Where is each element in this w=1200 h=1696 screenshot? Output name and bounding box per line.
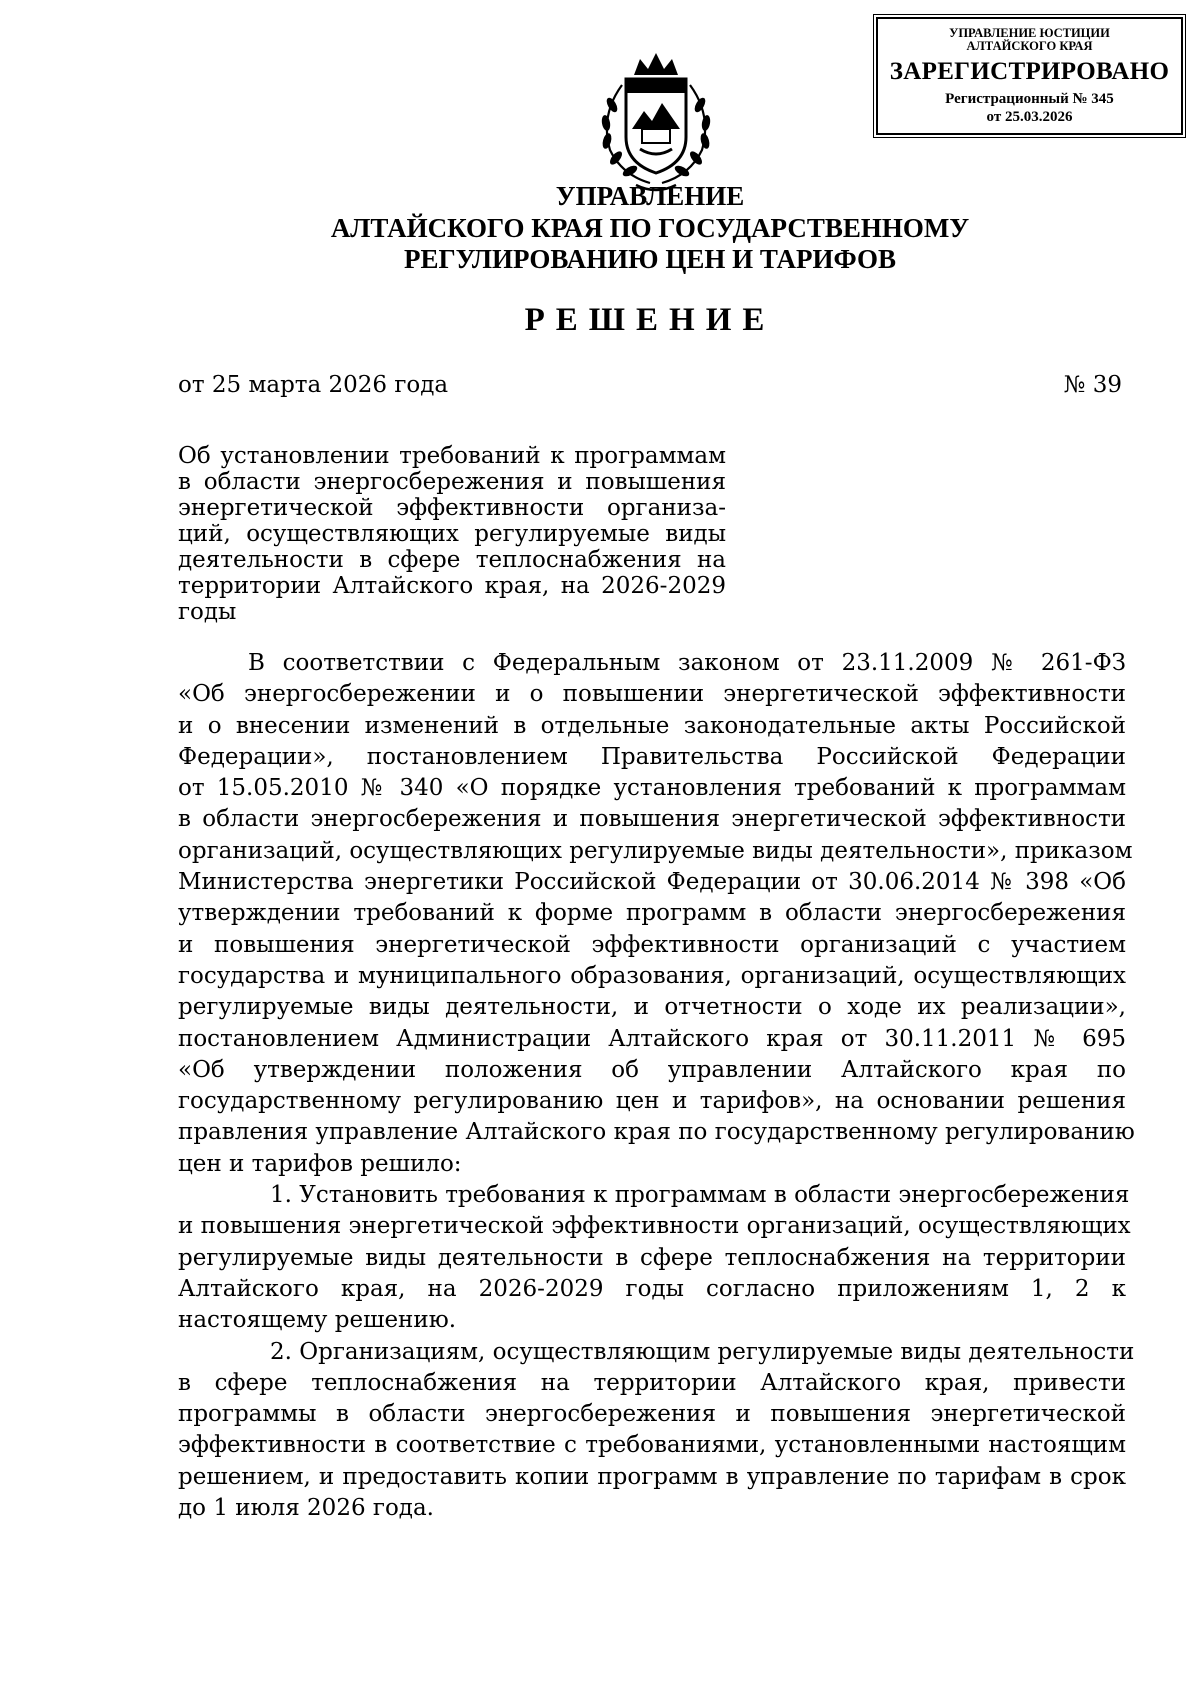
subject-line: деятельности в сфере теплоснабжения на [178,547,726,573]
body-line: организаций, осуществляющих регулируемые виды деятельности», приказом [178,837,1133,864]
body-line: государственному регулированию цен и тарифов», на основании решения [178,1088,1126,1115]
body-line: правления управление Алтайского края по государственному регулированию [178,1119,1135,1146]
body-line: и повышения энергетической эффективности организаций с участием [178,931,1126,958]
document-type-title: РЕШЕНИЕ [524,302,776,338]
org-name-line1: УПРАВЛЕНИЕ [555,181,745,211]
body-line: и о внесении изменений в отдельные законодательные акты Российской [178,712,1126,739]
coat-of-arms-icon [592,45,720,195]
stamp-reg-date: от 25.03.2026 [986,109,1073,125]
stamp-authority-line1: УПРАВЛЕНИЕ ЮСТИЦИИ [949,26,1110,40]
stamp-status: ЗАРЕГИСТРИРОВАНО [889,58,1170,85]
body-line: утверждении требований к форме программ в области энергосбережения [178,900,1126,927]
body-line: настоящему решению. [178,1307,457,1334]
body-line: и повышения энергетической эффективности организаций, осуществляющих [178,1213,1131,1240]
body-line: регулируемые виды деятельности, и отчетности о ходе их реализации», [178,994,1126,1021]
body-line: «Об энергосбережении и о повышении энергетической эффективности [178,681,1126,708]
item-1-paragraph [178,1180,1131,1336]
body-line: Алтайского края, на 2026-2029 годы согласно приложениям 1, 2 к [178,1275,1126,1302]
subject-line: ций, осуществляющих регулируемые виды [178,521,726,547]
body-line: 2. Организациям, осуществляющим регулируемые виды деятельности [270,1338,1135,1365]
body-line: в области энергосбережения и повышения энергетической эффективности [178,806,1126,833]
body-line: 1. Установить требования к программам в области энергосбережения [270,1182,1130,1209]
body-line: «Об утверждении положения об управлении Алтайского края по [178,1056,1126,1083]
document-number: № 39 [1063,372,1122,398]
org-name-line2: АЛТАЙСКОГО КРАЯ ПО ГОСУДАРСТВЕННОМУ [330,213,970,243]
body-line: Федерации», постановлением Правительства Российской Федерации [178,743,1126,770]
subject-line: Об установлении требований к программам [178,443,726,469]
stamp-authority-line2: АЛТАЙСКОГО КРАЯ [966,39,1093,53]
org-name-line3: РЕГУЛИРОВАНИЮ ЦЕН И ТАРИФОВ [403,244,897,274]
document-body [178,648,1135,1524]
preamble-paragraph [178,648,1135,1180]
registration-stamp [876,17,1183,135]
subject-line: в области энергосбережения и повышения [178,469,726,495]
body-line: до 1 июля 2026 года. [178,1495,434,1522]
body-line: эффективности в соответствие с требованиями, установленными настоящим [178,1432,1126,1459]
body-line: государства и муниципального образования, организаций, осуществляющих [178,962,1126,989]
body-line: решением, и предоставить копии программ в управление по тарифам в срок [178,1463,1126,1490]
item-2-paragraph [178,1337,1135,1525]
subject-line: годы [178,599,237,625]
body-line: от 15.05.2010 № 340 «О порядке установления требований к программам [178,775,1126,802]
stamp-reg-number: Регистрационный № 345 [945,91,1114,107]
body-line: регулируемые виды деятельности в сфере теплоснабжения на территории [178,1244,1126,1271]
body-line: постановлением Администрации Алтайского края от 30.11.2011 № 695 [178,1025,1126,1052]
body-line: программы в области энергосбережения и повышения энергетической [178,1401,1126,1428]
subject-line: энергетической эффективности организа- [178,495,726,521]
body-line: в сфере теплоснабжения на территории Алтайского края, привести [178,1369,1126,1396]
subject-line: территории Алтайского края, на 2026-2029 [178,573,726,599]
body-line: В соответствии с Федеральным законом от 23.11.2009 № 261-ФЗ [248,650,1126,676]
body-line: цен и тарифов решило: [178,1150,462,1177]
document-subject [178,443,726,625]
document-date: от 25 марта 2026 года [178,372,449,398]
body-line: Министерства энергетики Российской Федерации от 30.06.2014 № 398 «Об [178,869,1126,896]
